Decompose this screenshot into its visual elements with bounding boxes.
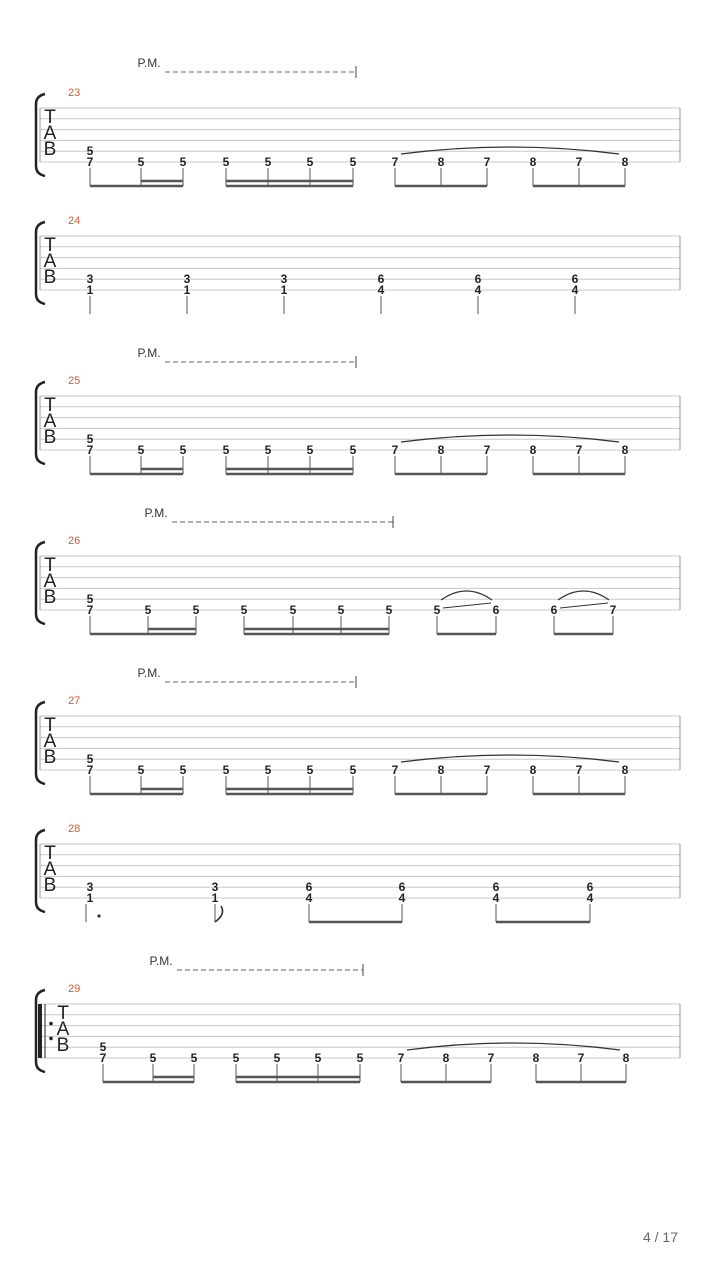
tab-clef-letter: T bbox=[44, 555, 56, 576]
fret-number: 5 bbox=[179, 763, 187, 777]
fret-number: 7 bbox=[575, 443, 583, 457]
dotted-note-dot bbox=[97, 914, 100, 917]
tab-clef-letter: A bbox=[43, 251, 57, 272]
palm-mute-label: P.M. bbox=[137, 666, 161, 680]
note-flag bbox=[215, 906, 223, 922]
fret-number: 5 bbox=[192, 603, 200, 617]
fret-number: 7 bbox=[483, 763, 491, 777]
tab-clef-letter: A bbox=[43, 859, 57, 880]
fret-number: 8 bbox=[437, 763, 445, 777]
fret-number: 8 bbox=[437, 155, 445, 169]
fret-number: 6 bbox=[492, 603, 500, 617]
fret-number: 3 bbox=[86, 272, 94, 287]
measure-number: 28 bbox=[68, 823, 81, 835]
page-number: 4 / 17 bbox=[642, 1229, 678, 1245]
fret-number: 4 bbox=[377, 283, 385, 297]
fret-number: 8 bbox=[621, 155, 629, 169]
fret-number: 3 bbox=[86, 880, 94, 895]
repeat-dot bbox=[49, 1037, 53, 1041]
slur bbox=[407, 1043, 620, 1050]
fret-number: 8 bbox=[529, 443, 537, 457]
fret-number: 7 bbox=[487, 1051, 495, 1065]
staff-system-measure-27 bbox=[36, 666, 680, 794]
fret-number: 8 bbox=[529, 763, 537, 777]
fret-number: 5 bbox=[306, 155, 314, 169]
fret-number: 4 bbox=[474, 283, 482, 297]
fret-number: 5 bbox=[240, 603, 248, 617]
fret-number: 5 bbox=[433, 603, 441, 617]
tab-clef-letter: T bbox=[44, 843, 56, 864]
fret-number: 5 bbox=[222, 155, 230, 169]
slide-line bbox=[560, 603, 608, 608]
fret-number: 1 bbox=[211, 891, 219, 905]
fret-number: 6 bbox=[571, 272, 579, 287]
slur bbox=[441, 591, 492, 600]
fret-number: 5 bbox=[264, 763, 272, 777]
tab-clef-letter: A bbox=[43, 123, 57, 144]
fret-number: 8 bbox=[622, 1051, 630, 1065]
staff-system-measure-23 bbox=[36, 56, 680, 186]
fret-number: 1 bbox=[183, 283, 191, 297]
fret-number: 5 bbox=[264, 155, 272, 169]
fret-number: 5 bbox=[222, 763, 230, 777]
fret-number: 5 bbox=[86, 592, 94, 607]
tab-clef-letter: B bbox=[43, 427, 57, 448]
fret-number: 5 bbox=[86, 752, 94, 767]
fret-number: 7 bbox=[86, 155, 94, 169]
repeat-dot bbox=[49, 1022, 53, 1026]
fret-number: 7 bbox=[397, 1051, 405, 1065]
fret-number: 5 bbox=[86, 432, 94, 447]
fret-number: 5 bbox=[349, 763, 357, 777]
fret-number: 8 bbox=[529, 155, 537, 169]
fret-number: 7 bbox=[391, 155, 399, 169]
fret-number: 4 bbox=[492, 891, 500, 905]
palm-mute-label: P.M. bbox=[149, 954, 173, 968]
tab-clef-letter: B bbox=[43, 875, 57, 896]
fret-number: 5 bbox=[264, 443, 272, 457]
fret-number: 5 bbox=[144, 603, 152, 617]
fret-number: 6 bbox=[586, 880, 594, 895]
tab-clef-letter: A bbox=[56, 1019, 70, 1040]
fret-number: 5 bbox=[232, 1051, 240, 1065]
fret-number: 8 bbox=[442, 1051, 450, 1065]
fret-number: 3 bbox=[183, 272, 191, 287]
fret-number: 5 bbox=[356, 1051, 364, 1065]
fret-number: 8 bbox=[437, 443, 445, 457]
slur bbox=[558, 591, 609, 600]
tab-clef-letter: B bbox=[43, 747, 57, 768]
fret-number: 5 bbox=[179, 155, 187, 169]
tab-clef-letter: T bbox=[44, 395, 56, 416]
fret-number: 4 bbox=[586, 891, 594, 905]
tab-clef-letter: A bbox=[43, 411, 57, 432]
tab-clef-letter: B bbox=[43, 139, 57, 160]
fret-number: 1 bbox=[86, 891, 94, 905]
fret-number: 8 bbox=[532, 1051, 540, 1065]
fret-number: 6 bbox=[305, 880, 313, 895]
fret-number: 7 bbox=[575, 763, 583, 777]
fret-number: 8 bbox=[621, 763, 629, 777]
tab-clef-letter: A bbox=[43, 571, 57, 592]
measure-number: 25 bbox=[68, 375, 81, 387]
slur bbox=[401, 435, 619, 442]
fret-number: 5 bbox=[222, 443, 230, 457]
fret-number: 7 bbox=[609, 603, 617, 617]
repeat-thick-bar bbox=[38, 1004, 42, 1058]
fret-number: 5 bbox=[190, 1051, 198, 1065]
fret-number: 5 bbox=[337, 603, 345, 617]
fret-number: 7 bbox=[391, 763, 399, 777]
palm-mute-label: P.M. bbox=[137, 56, 161, 70]
fret-number: 6 bbox=[398, 880, 406, 895]
fret-number: 5 bbox=[137, 763, 145, 777]
fret-number: 6 bbox=[492, 880, 500, 895]
fret-number: 7 bbox=[575, 155, 583, 169]
palm-mute-label: P.M. bbox=[137, 346, 161, 360]
fret-number: 7 bbox=[391, 443, 399, 457]
fret-number: 5 bbox=[273, 1051, 281, 1065]
fret-number: 7 bbox=[86, 763, 94, 777]
staff-system-measure-26 bbox=[36, 506, 680, 634]
measure-number: 27 bbox=[68, 695, 81, 707]
fret-number: 3 bbox=[280, 272, 288, 287]
slide-line bbox=[443, 603, 491, 608]
fret-number: 7 bbox=[577, 1051, 585, 1065]
staff-system-measure-28 bbox=[36, 823, 680, 922]
measure-number: 26 bbox=[68, 535, 81, 547]
tab-clef-letter: T bbox=[44, 107, 56, 128]
fret-number: 4 bbox=[398, 891, 406, 905]
fret-number: 1 bbox=[280, 283, 288, 297]
fret-number: 6 bbox=[377, 272, 385, 287]
tab-clef-letter: A bbox=[43, 731, 57, 752]
fret-number: 5 bbox=[137, 443, 145, 457]
staff-system-measure-25 bbox=[36, 346, 680, 474]
fret-number: 7 bbox=[86, 443, 94, 457]
fret-number: 5 bbox=[86, 144, 94, 159]
tab-clef-letter: B bbox=[43, 587, 57, 608]
measure-number: 23 bbox=[68, 87, 81, 99]
palm-mute-label: P.M. bbox=[144, 506, 168, 520]
staff-system-measure-29 bbox=[36, 954, 680, 1082]
tab-clef-letter: B bbox=[56, 1035, 70, 1056]
fret-number: 5 bbox=[179, 443, 187, 457]
fret-number: 7 bbox=[483, 443, 491, 457]
fret-number: 5 bbox=[349, 155, 357, 169]
fret-number: 6 bbox=[550, 603, 558, 617]
fret-number: 1 bbox=[86, 283, 94, 297]
fret-number: 5 bbox=[306, 443, 314, 457]
measure-number: 24 bbox=[68, 215, 81, 227]
tab-clef-letter: B bbox=[43, 267, 57, 288]
fret-number: 5 bbox=[306, 763, 314, 777]
staff-system-measure-24 bbox=[36, 215, 680, 314]
fret-number: 5 bbox=[137, 155, 145, 169]
tab-clef-letter: T bbox=[57, 1003, 69, 1024]
fret-number: 3 bbox=[211, 880, 219, 895]
slur bbox=[401, 755, 619, 762]
fret-number: 7 bbox=[483, 155, 491, 169]
fret-number: 5 bbox=[289, 603, 297, 617]
fret-number: 7 bbox=[99, 1051, 107, 1065]
tab-clef-letter: T bbox=[44, 235, 56, 256]
fret-number: 8 bbox=[621, 443, 629, 457]
fret-number: 5 bbox=[314, 1051, 322, 1065]
fret-number: 5 bbox=[385, 603, 393, 617]
fret-number: 5 bbox=[349, 443, 357, 457]
fret-number: 5 bbox=[99, 1040, 107, 1055]
fret-number: 7 bbox=[86, 603, 94, 617]
measure-number: 29 bbox=[68, 983, 81, 995]
fret-number: 5 bbox=[149, 1051, 157, 1065]
slur bbox=[401, 147, 619, 154]
fret-number: 6 bbox=[474, 272, 482, 287]
fret-number: 4 bbox=[571, 283, 579, 297]
tab-clef-letter: T bbox=[44, 715, 56, 736]
fret-number: 4 bbox=[305, 891, 313, 905]
